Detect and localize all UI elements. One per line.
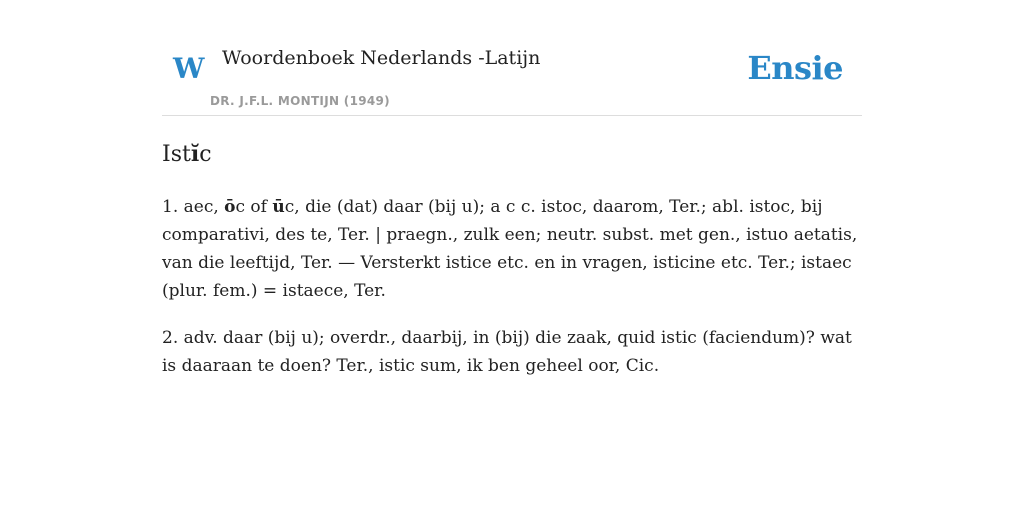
sense-1-part3: c, die (dat) daar (bij u); a c c. istoc, daarom, Ter.; abl. istoc, bij comparativi, des te, Ter. | praegn., zulk een; neutr. subst. met gen., istuo aetatis, van die leeftijd, Ter. — Versterkt istice etc. en in vragen, isticine etc. Ter.; istaec (plur. fem.) = istaece, Ter. xyxy=(162,197,858,301)
sense-1-part2: c of xyxy=(235,197,273,217)
dictionary-entry xyxy=(162,136,862,399)
sense-1-part1: 1. aec, xyxy=(162,197,225,217)
sense-1 xyxy=(162,193,862,305)
sense-1-bold1: ō xyxy=(224,197,236,217)
headword xyxy=(162,136,862,173)
logo-w-icon[interactable]: W xyxy=(173,52,205,85)
ensie-logo[interactable]: Ensie xyxy=(747,49,843,87)
book-author: DR. J.F.L. MONTIJN (1949) xyxy=(210,94,390,108)
book-title[interactable]: Woordenboek Nederlands -Latijn xyxy=(222,47,541,69)
page-header xyxy=(162,0,862,116)
sense-2: 2. adv. daar (bij u); overdr., daarbij, in (bij) die zaak, quid istic (faciendum)? wat is daaraan te doen? Ter., istic sum, ik ben geheel oor, Cic. xyxy=(162,328,852,376)
sense-1-bold2: ū xyxy=(272,197,285,217)
headword-start: Ist xyxy=(162,142,191,167)
headword-accent: ĭ xyxy=(190,141,200,167)
headword-end: c xyxy=(199,142,212,167)
